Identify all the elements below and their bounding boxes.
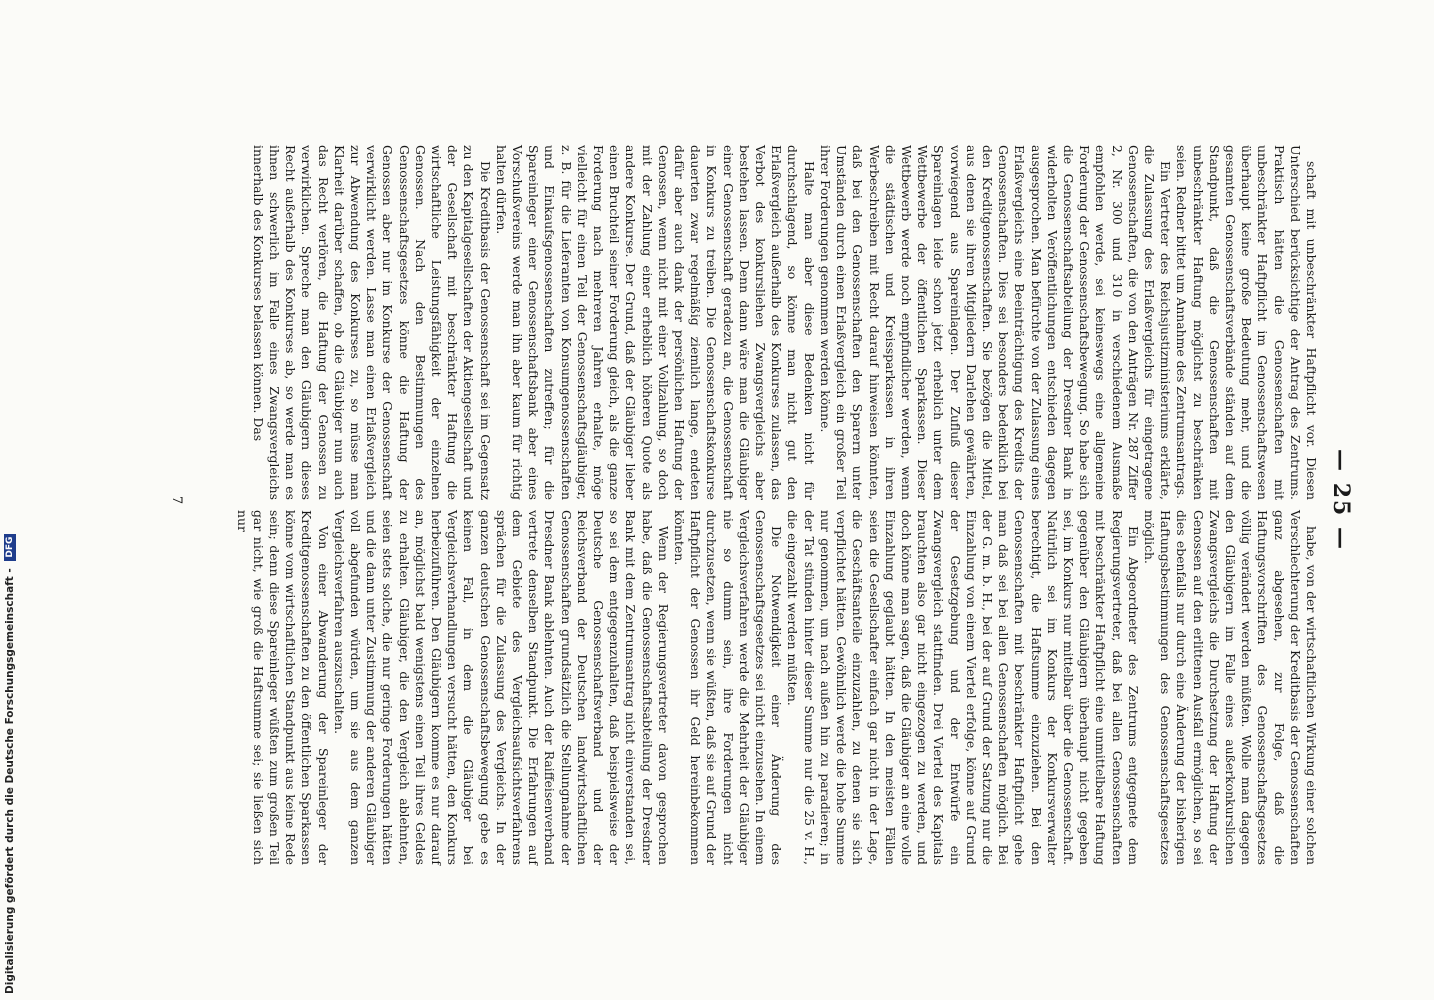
paragraph: Wenn der Regierungsvertreter davon gesprochen habe, daß die Genossenschaftsabteilung der Dresdner Bank mit dem Zentrumsantrag nicht einverstanden sei, so sei dem entgegenzuhalten, daß beispielsweise der Deutsche Genossenschaftsverband und der Reichsverband der Deutschen landwirtschaftlichen Genossenschaften grundsätzlich die Stellungnahme der Dresdner Bank ablehnten. Auch der Raiffeisenverband vertrete denselben Standpunkt. Die Erfahrungen auf dem Gebiete des Vergleichsaufsichtsverfahrens sprächen für die Zulassung des Vergleichs. In der ganzen deutschen Genossenschaftsbewegung gebe es keinen Fall, in dem die Gläubiger bei Vergleichsverhandlungen versucht hätten, den Konkurs herbeizuführen. Den Gläubigern komme es nur darauf an, möglichst bald wenigstens einen Teil ihres Geldes zu erhalten. Gläubiger, die den Vergleich ablehnten, seien stets solche, die nur geringe Forderungen hätten und die dann unter Zustimmung der anderen Gläubiger voll abgefunden würden, um sie aus dem ganzen Vergleichsverfahren auszuschalten. — [331, 510, 671, 865]
digitization-credit — [2, 4, 16, 994]
credit-line — [4, 534, 16, 994]
paragraph: Die Kreditbasis der Genossenschaft sei im Gegensatz zu den Kapitalgesellschaften der Aktiengesellschaft und der Gesellschaft mit beschränkter Haftung die wirtschaftliche Leistungsfähigkeit der einzelnen Genossen. Nach den Bestimmungen des Genossenschaftsgesetzes könne die Haftung der Genossen aber nur im Konkurse der Genossenschaft verwirklicht werden. Lasse man einen Erlaßvergleich zur Abwendung des Konkurses zu, so müsse man Klarheit darüber schaffen, ob die Gläubiger nun auch das Recht verlören, die Haftung der Genossen zu verwirklichen. Spreche man den Gläubigern dieses Recht außerhalb des Konkurses ab, so werde man es ihnen schwerlich im Falle eines Zwangsvergleichs innerhalb des Konkurses belassen können. Das — [250, 145, 493, 500]
paragraph: Ein Abgeordneter des Zentrums entgegnete dem Regierungsvertreter, daß bei allen Genossenschaften mit beschränkter Haftpflicht eine unmittelbare Haftung gegenüber den Gläubigern überhaupt nicht gegeben sei, im Konkurs nur mittelbar über die Genossenschaft. Natürlich sei im Konkurs der Konkursverwalter berechtigt, die Haftsumme einzuziehen. Bei den Genossenschaften mit beschränkter Haftpflicht gehe man daß sei bei allen Genossenschaften möglich. Bei der G. m. b. H., bei der auf Grund der Satzung nur die Einzahlung von einem Viertel erfolge, könne auf Grund der Gesetzgebung und der Entwürfe ein Zwangsvergleich stattfinden. Drei Viertel des Kapitals brauchten also gar nicht eingezogen zu werden, und doch könne man sagen, daß die Gläubiger an eine volle Einzahlung geglaubt hätten. In den meisten Fällen seien die Gesellschafter einfach gar nicht in der Lage, die Geschäftsanteile einzuzahlen, zu denen sie sich verpflichtet hätten. Gewöhnlich werde die hohe Summe nur genommen, um nach außen hin zu paradieren; in der Tat stünden hinter dieser Summe nur die 25 v. H., die eingezahlt werden müßten. — [785, 510, 1141, 865]
paragraph: Halte man aber diese Bedenken nicht für durchschlagend, so könne man nicht gut den Erlaßvergleich außerhalb des Konkurses zulassen, das Verbot des konkursliehen Zwangsvergleichs aber bestehen lassen. Denn dann wäre man die Gläubiger einer Genossenschaft geradezu an, die Genossenschaft in Konkurs zu treiben. Die Genossenschaftskonkurse dauerten zwar regelmäßig ziemlich lange, endeten dafür aber auch dank der persönlichen Haftung der Genossen, wenn nicht mit einer Vollzahlung, so doch mit der Zahlung einer erheblich höheren Quote als andere Konkurse. Der Grund, daß der Gläubiger lieber einen Bruchteil seiner Forderung gleich, als die ganze Forderung nach mehreren Jahren erhalte, möge vielleicht für einen Teil der Genossenschaftsgläubiger, z. B. für die Lieferanten von Konsumgenossenschaften und Einkaufsgenossenschaften zutreffen; für die Spareinleger einer Genossenschaftsbank aber eines Vorschußvereins werde man ihn aber kaum für richtig halten dürfen. — [493, 145, 817, 500]
document-page — [134, 0, 1434, 1000]
dfg-logo: DFG — [4, 534, 16, 561]
page-number: — 25 — — [1328, 449, 1354, 551]
sheet-signature: 7 — [169, 495, 184, 505]
right-column — [233, 510, 1319, 865]
paragraph: Die Notwendigkeit einer Änderung des Genossenschaftsgesetzes sei nicht einzusehen. In einem Vergleichsverfahren werde die Mehrheit der Gläubiger nie so dumm sein, ihre Forderungen nicht durchzusetzen, wenn sie wüßten, daß sie auf Grund der Haftpflicht der Genossen ihr Geld hereinbekommen könnten. — [672, 510, 785, 865]
credit-text: Digitalisierung gefördert durch die Deutsche Forschungsgemeinschaft - — [4, 568, 16, 994]
paragraph: schaft mit unbeschränkter Haftpflicht vor. Diesen Unterschied berücksichtige der Antrag des Zentrums. Praktisch hätten die Genossenschaften mit unbeschränkter Haftpflicht im Genossenschaftswesen überhaupt keine große Bedeutung mehr, und die gesamten Genossenschaftsverbände ständen auf dem Standpunkt, daß die Genossenschaften mit unbeschränkter Haftung möglichst zu beschränken seien. Redner bittet um Annahme des Zentrumsantrags. — [1174, 145, 1319, 500]
left-column — [250, 145, 1319, 500]
paragraph: Ein Vertreter des Reichsjustizministeriums erklärte, die Zulassung des Erlaßvergleichs für eingetragene Genossenschaften, die von den Anträgen Nr. 287 Ziffer 2, Nr. 300 und 310 in verschiedenem Ausmaße empfohlen werde, sei keineswegs eine allgemeine Forderung der Genossenschaftsbewegung. So habe sich die Genossenschaftsabteilung der Dresdner Bank in widerholten Veröffentlichungen entschieden dagegen ausgesprochen. Man befürchte von der Zulassung eines Erlaßvergleichs eine Beeinträchtigung des Kredits der Genossenschaften. Dies sei besonders bedenklich bei den Kreditgenossenschaften. Sie bezögen die Mittel, aus denen sie ihren Mitgliedern Darlehen gewährten, vorwiegend aus Spareinlagen. Der Zufluß dieser Spareinlagen leide schon jetzt erheblich unter dem Wettbewerbe der öffentlichen Sparkassen. Dieser Wettbewerb werde noch empfindlicher werden, wenn die städtischen und Kreissparkassen in ihren Werbeschreiben mit Recht darauf hinweisen könnten, daß bei den Genossenschaften den Sparern unter Umständen durch einen Erlaßvergleich ein großer Teil ihrer Forderungen genommen werden könne. — [817, 145, 1174, 500]
paragraph: habe, von der wirtschaftlichen Wirkung einer solchen Verschlechterung der Kreditbasis der Genossenschaften ganz abgesehen, zur Folge, daß die Haftungsvorschriften des Genossenschaftsgesetzes völlig verändert werden müßten. Wolle man dagegen den Gläubigern im Falle eines außerkonkurslichen Zwangsvergleichs die Durchsetzung der Haftung der Genossen auf den erlittenen Ausfall ermöglichen, so sei dies ebenfalls nur durch eine Änderung der bisherigen Haftungsbestimmungen des Genossenschaftsgesetzes möglich. — [1141, 510, 1319, 865]
paragraph: Von einer Abwanderung der Spareinleger der Kreditgenossenschaften zu den öffentlichen Sparkassen könne vom wirtschaftlichen Standpunkt aus keine Rede sein; denn diese Spareinleger wüßten zum großen Teil gar nicht, wie groß die Haftsumme sei; sie ließen sich nur — [234, 510, 331, 865]
